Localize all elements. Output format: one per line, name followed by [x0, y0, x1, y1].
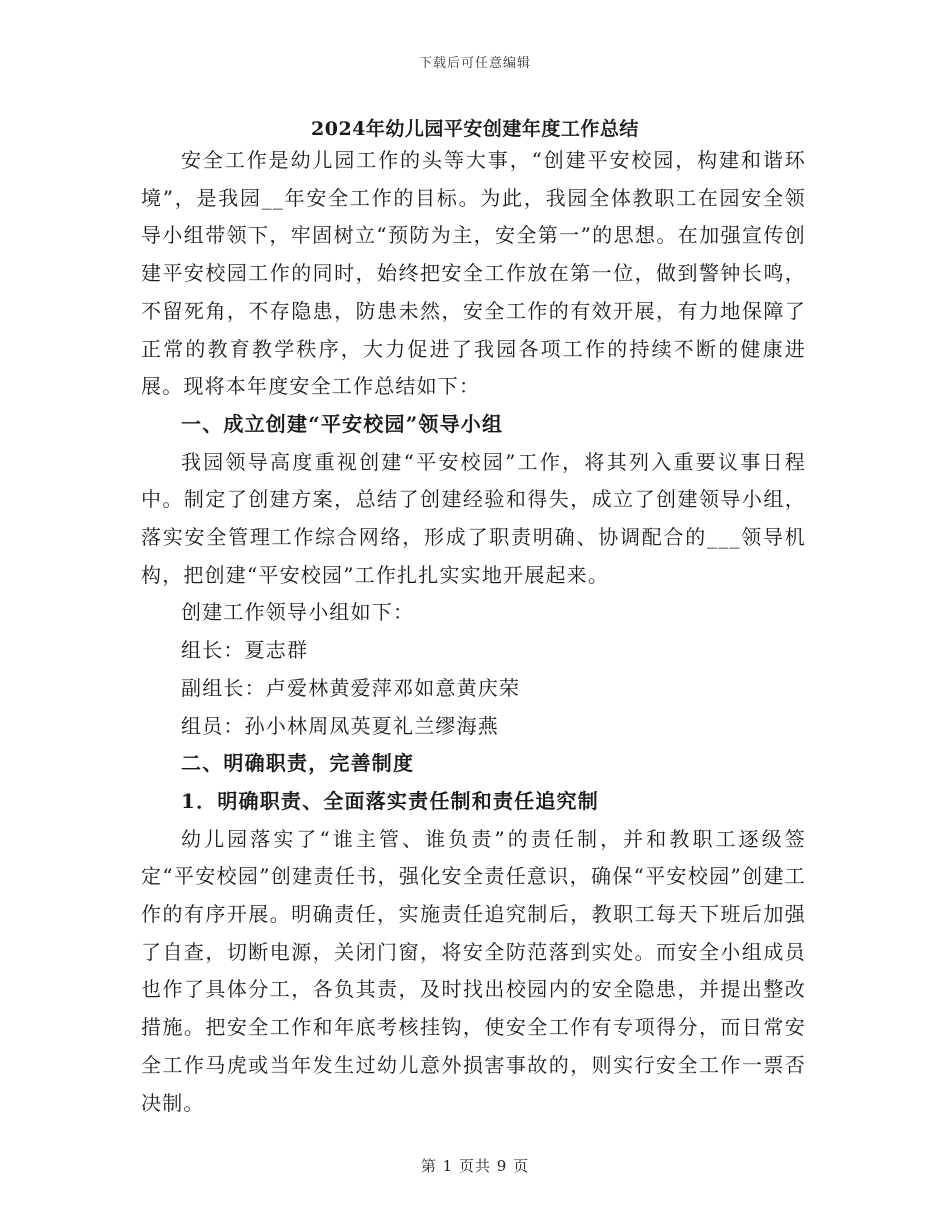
subsection-heading-1: 1．明确职责、全面落实责任制和责任追究制 [181, 788, 599, 813]
intro-paragraph: 安全工作是幼儿园工作的头等大事，“创建平安校园，构建和谐环境”，是我园__年安全工作的目标。为此，我园全体教职工在园安全领导小组带领下，牢固树立“预防为主，安全第一”的思想。在加强宣传创建平安校园工作的同时，始终把安全工作放在第一位，做到警钟长鸣，不留死角，不存隐患，防患未然，安全工作的有效开展，有力地保障了正常的教育教学秩序，大力促进了我园各项工作的持续不断的健康进展。现将本年度安全工作总结如下： [141, 148, 806, 399]
section-heading-1: 一、成立创建“平安校园”领导小组 [181, 411, 504, 436]
subsection-1-paragraph: 幼儿园落实了“谁主管、谁负责”的责任制，并和教职工逐级签定“平安校园”创建责任书，强化安全责任意识，确保“平安校园”创建工作的有序开展。明确责任，实施责任追究制后，教职工每天下班后加强了自查，切断电源，关闭门窗，将安全防范落到实处。而安全小组成员也作了具体分工，各负其责，及时找出校园内的安全隐患，并提出整改措施。把安全工作和年底考核挂钩，使安全工作有专项得分，而日常安全工作马虎或当年发生过幼儿意外损害事故的，则实行安全工作一票否决制。 [141, 826, 806, 1115]
document-body [141, 142, 806, 1122]
leadership-group-intro: 创建工作领导小组如下： [181, 600, 415, 625]
header-note: 下载后可任意编辑 [418, 56, 531, 71]
section-1-paragraph: 我园领导高度重视创建“平安校园”工作，将其列入重要议事日程中。制定了创建方案，总结了创建经验和得失，成立了创建领导小组，落实安全管理工作综合网络，形成了职责明确、协调配合的___领导机构，把创建“平安校园”工作扎扎实实地开展起来。 [141, 449, 806, 587]
deputy-group-leaders: 副组长：卢爱林黄爱萍邓如意黄庆荣 [181, 675, 521, 700]
group-leader: 组长：夏志群 [181, 638, 309, 663]
group-members: 组员：孙小林周凤英夏礼兰缪海燕 [181, 713, 499, 738]
page-number: 第 1 页共 9 页 [420, 1157, 530, 1175]
document-title: 2024年幼儿园平安创建年度工作总结 [311, 118, 639, 140]
section-heading-2: 二、明确职责，完善制度 [181, 751, 415, 776]
